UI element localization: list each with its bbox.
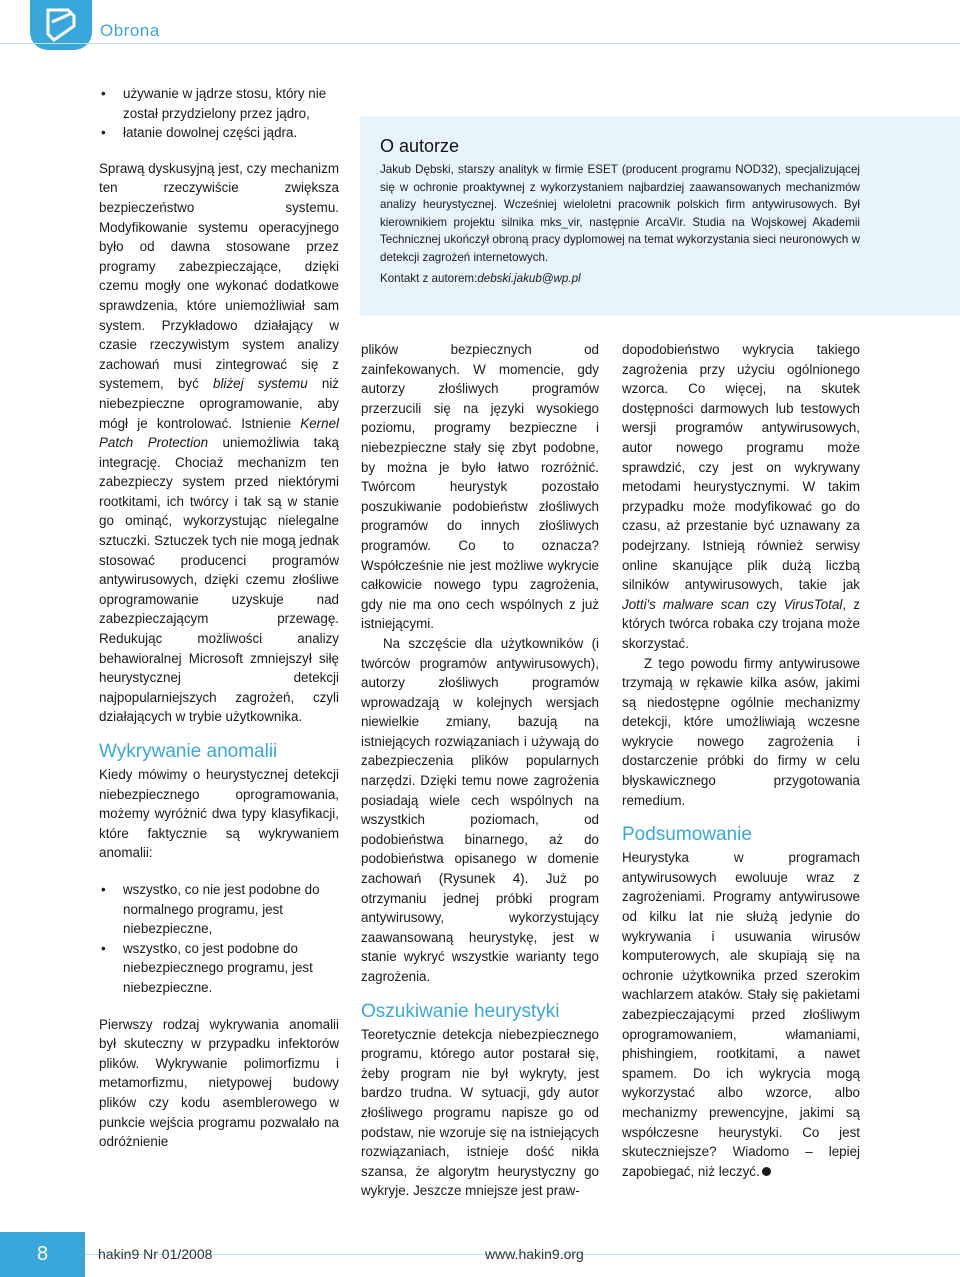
list-item: • łatanie dowolnej części jądra.: [99, 123, 339, 143]
header-divider: [0, 43, 960, 44]
paragraph: Pierwszy rodzaj wykrywania anomalii był skuteczny w przypadku infektorów plików. Wykrywanie polimorfizmu i metamorfizmu, nietypowej budowy plików czy kodu asemblerowego w punkcie wejścia programu pozwalało na odróżnienie: [99, 1016, 339, 1150]
list-item: • używanie w jądrze stosu, który nie został przydzielony przez jądro,: [99, 84, 339, 123]
paragraph: Na szczęście dla użytkowników (i twórców programów antywirusowych), autorzy złośliwych programów wprowadzają w kolejnych wersjach niewielkie zmiany, bazują na istniejących rozwiązaniach i używają do zabezpieczenia plików popularnych narzędzi. Dzięki temu nowe zagrożenia posiadają wiele cech wspólnych na wszystkich poziomach, od podobieństwa binarnego, aż do podobieństwa opisanego w domenie zachowań (Rysunek 4). Już po otrzymaniu jednej próbki program antywirusowy, wykorzystujący zaawansowaną heurystykę, jest w stanie wykryć wszystkie warianty tego zagrożenia.: [361, 635, 599, 984]
about-author-box: [360, 116, 960, 316]
paragraph: Sprawą dyskusyjną jest, czy mechanizm ten rzeczywiście zwiększa bezpieczeństwo systemu. Modyfikowanie systemu operacyjnego było od dawna stosowane przez programy zabezpieczające, dzięki czemu mogły one wykonać dodatkowe sprawdzenia, które uniemożliwiał sam system. Przykładowo działający w czasie rzeczywistym system analizy zachowań musi zintegrować się z systemem, być bliżej systemu niż niebezpieczne oprogramowanie, aby mógł je kontrolować. Istnienie Kernel Patch Protection uniemożliwia taką integrację. Chociaż mechanizm ten zabezpieczy system przed niektórymi rootkitami, ich twórcy i tak są w stanie go ominąć, wykorzystując nielegalne sztuczki. Sztuczek tych nie mogą jednak stosować producenci programów antywirusowych, dzięki czemu złośliwe oprogramowanie uzyskuje nad zabezpieczającym przewagę. Redukując możliwości analizy behawioralnej Microsoft zmniejszył siłę heurystycznej detekcji najpopularniejszych zagrożeń, czyli działających w trybie użytkownika.: [99, 160, 340, 725]
left-column: [99, 78, 339, 1152]
paragraph: Z tego powodu firmy antywirusowe trzymają w rękawie kilka asów, jakimi są niedostępne ogólnie mechanizmy detekcji, które umożliwiają wczesne wykrycie nowego zagrożenia i dostarczenie próbki do firmy w celu błyskawicznego przygotowania remedium.: [622, 655, 860, 808]
section-title: Obrona: [100, 21, 160, 40]
list-item: • wszystko, co jest podobne do niebezpiecznego programu, jest niebezpieczne.: [99, 939, 339, 998]
paragraph: Heurystyka w programach antywirusowych ewoluuje wraz z zagrożeniami. Programy antywirusowe od kilku lat nie służą jedynie do wykrywania i usuwania wirusów komputerowych, ale skupiają się na ochronie użytkownika przed szerokim wachlarzem ataków. Stały się pakietami zabezpieczającymi przed złośliwym oprogramowaniem, włamaniami, phishingiem, rootkitami, a nawet spamem. Do ich wykrycia mogą wykorzystać albo wzorce, albo mechanizmy prewencyjne, jakimi są współczesne heurystyki. Co jest skuteczniejsze? Wiadomo – lepiej zapobiegać, niż leczyć.: [622, 850, 860, 1179]
heading-summary: Podsumowanie: [622, 824, 752, 846]
paragraph: plików bezpiecznych od zainfekowanych. W momencie, gdy autorzy złośliwych programów przerzucili się na języki wysokiego poziomu, programy bezpieczne i niebezpieczne stały się zbyt podobne, by można je było łatwo rozróżnić. Twórcom heurystyk pozostało poszukiwanie podobieństw złośliwych programów do innych złośliwych programów. Co to oznacza? Współcześnie nie jest możliwe wykrycie całkowicie nowego typu zagrożenia, gdy nie ma ono cech wspólnych z już istniejącymi.: [361, 342, 599, 632]
paragraph: Teoretycznie detekcja niebezpiecznego programu, którego autor postarał się, żeby program nie był wykryty, jest bardzo trudna. W sytuacji, gdy autor złośliwego programu napisze go od podstaw, nie wzoruje się na istniejących rozwiązaniach, istnieje dość nikła szansa, że algorytm heurystyczny go wykryje. Jeszcze mniejsze jest praw-: [361, 1026, 599, 1199]
issue-label: hakin9 Nr 01/2008: [98, 1246, 213, 1262]
middle-column: [361, 340, 599, 1201]
website-link[interactable]: www.hakin9.org: [485, 1246, 584, 1262]
list-item: • wszystko, co nie jest podobne do normalnego programu, jest niebezpieczne,: [99, 880, 339, 939]
author-contact: Kontakt z autorem:debski.jakub@wp.pl: [380, 271, 581, 285]
heading-anomaly-detection: Wykrywanie anomalii: [99, 741, 278, 762]
bullet-list-anomalies: [99, 880, 339, 998]
end-of-article-icon: [762, 1167, 771, 1176]
page-number: 8: [0, 1232, 85, 1277]
about-author-title: O autorze: [380, 136, 460, 156]
author-email-link[interactable]: debski.jakub@wp.pl: [477, 271, 581, 285]
right-column: [622, 340, 860, 1181]
page-footer: [0, 1232, 960, 1277]
paragraph: dopodobieństwo wykrycia takiego zagrożenia przy użyciu ogólnionego wzorca. Co więcej, na skutek dostępności darmowych lub testowych wersji programów antywirusowych, autor nowego programu może sprawdzić, czy jest on wykrywany metodami heurystycznymi. W takim przypadku może modyfikować go do czasu, aż przestanie być uznawany za podejrzany. Istnieją również serwisy online skanujące plik dużą liczbą silników antywirusowych, takie jak Jotti's malware scan czy VirusTotal, z których twórca robaka czy trojana może skorzystać.: [622, 342, 861, 651]
paragraph: Kiedy mówimy o heurystycznej detekcji niebezpiecznego oprogramowania, możemy wyróżnić dwa typy klasyfikacji, które faktycznie są wykrywaniem anomalii:: [99, 767, 339, 861]
page-header: [0, 0, 960, 68]
heading-heuristics-evasion: Oszukiwanie heurystyki: [361, 1000, 560, 1022]
about-author-text: Jakub Dębski, starszy analityk w firmie ESET (producent programu NOD32), specjalizującej się w ochronie proaktywnej z wykorzystaniem najbardziej zaawansowanych mechanizmów analizy heurystycznej. Wcześniej wieloletni pracownik polskich firm antywirusowych. Był kierownikiem projektu silnika mks_vir, następnie ArcaVir. Studia na Wojskowej Akademii Technicznej ukończył obroną pracy dyplomowej na temat wykorzystania sieci neuronowych w detekcji zagrożeń internetowych.: [380, 163, 860, 264]
bullet-list-kernel: [99, 84, 339, 143]
